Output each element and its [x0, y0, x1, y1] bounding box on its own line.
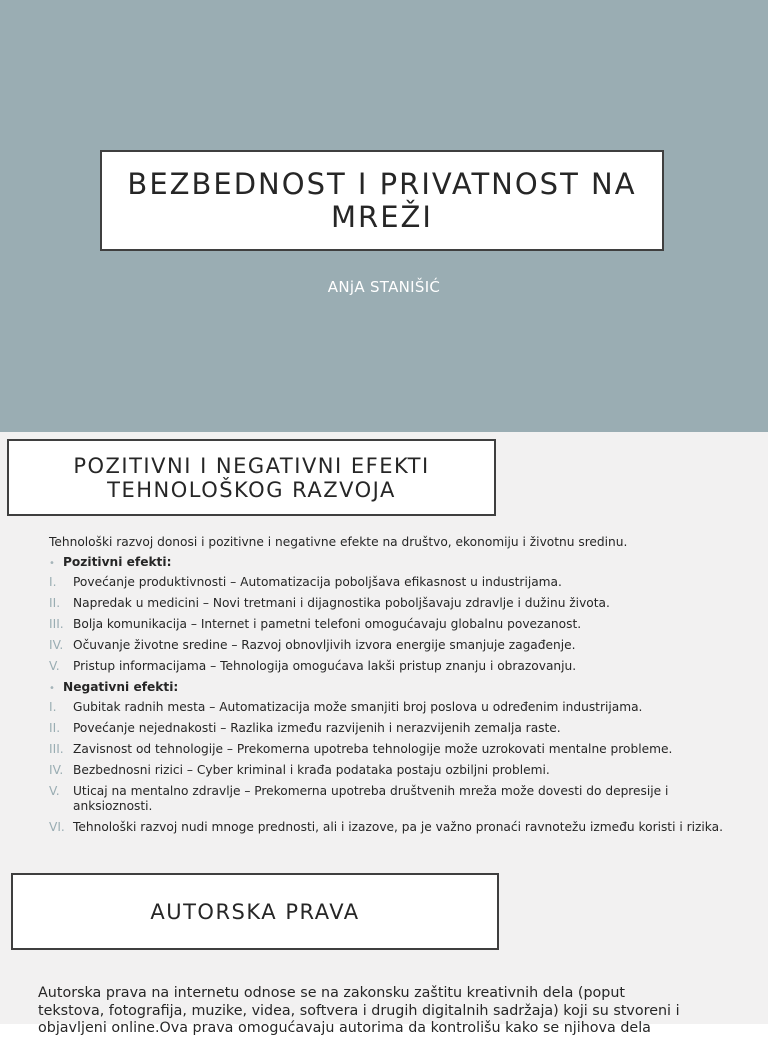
bullet-icon: •: [49, 558, 55, 569]
positive-label: Pozitivni efekti:: [63, 555, 172, 569]
effects-title-line-1: POZITIVNI I NEGATIVNI EFEKTI: [73, 453, 430, 478]
list-numeral: IV.: [49, 638, 64, 652]
title-box: [100, 150, 664, 251]
bullet-icon: •: [49, 683, 55, 694]
list-numeral: III.: [49, 617, 64, 631]
list-numeral: VI.: [49, 820, 65, 834]
effects-title-box: [7, 439, 496, 516]
list-numeral: I.: [49, 700, 57, 714]
list-numeral: IV.: [49, 763, 64, 777]
list-numeral: I.: [49, 575, 57, 589]
list-item: [49, 763, 749, 778]
presentation-title: [127, 168, 636, 234]
positive-heading: [49, 555, 749, 569]
list-text: Povećanje nejednakosti – Razlika između razvijenih i nerazvijenih zemalja raste.: [73, 721, 561, 735]
list-text: Povećanje produktivnosti – Automatizacija poboljšava efikasnost u industrijama.: [73, 575, 562, 589]
negative-list: [49, 700, 749, 835]
list-text: Tehnološki razvoj nudi mnoge prednosti, ali i izazove, pa je važno pronaći ravnotežu između koristi i rizika.: [73, 820, 723, 834]
list-item: [49, 721, 749, 736]
list-numeral: III.: [49, 742, 64, 756]
list-item: [49, 575, 749, 590]
list-item: [49, 820, 749, 835]
author-subtitle: ANjA STANIŠIĆ: [327, 278, 441, 296]
list-item: [49, 742, 749, 757]
list-text: Bolja komunikacija – Internet i pametni telefoni omogućavaju globalnu povezanost.: [73, 617, 582, 631]
list-numeral: V.: [49, 659, 60, 673]
list-item: [49, 596, 749, 611]
title-line-1: BEZBEDNOST I PRIVATNOST NA: [127, 166, 637, 201]
negative-label: Negativni efekti:: [63, 680, 179, 694]
list-item: [49, 784, 749, 814]
list-item: [49, 617, 749, 632]
list-numeral: II.: [49, 721, 61, 735]
effects-title-line-2: TEHNOLOŠKOG RAZVOJA: [107, 477, 396, 502]
effects-intro: Tehnološki razvoj donosi i pozitivne i negativne efekte na društvo, ekonomiju i životnu sredinu.: [49, 535, 628, 549]
copyright-title-box: [11, 873, 499, 950]
list-text: Gubitak radnih mesta – Automatizacija može smanjiti broj poslova u određenim industrijama.: [73, 700, 643, 714]
positive-list: [49, 575, 749, 674]
list-text: Zavisnost od tehnologije – Prekomerna upotreba tehnologije može uzrokovati mentalne probleme.: [73, 742, 673, 756]
list-item: [49, 700, 749, 715]
list-text: Pristup informacijama – Tehnologija omogućava lakši pristup znanju i obrazovanju.: [73, 659, 577, 673]
negative-heading: [49, 680, 749, 694]
list-numeral: II.: [49, 596, 61, 610]
title-slide: [0, 0, 768, 432]
list-text: Bezbednosni rizici – Cyber kriminal i krađa podataka postaju ozbiljni problemi.: [73, 763, 550, 777]
effects-slide: [0, 432, 768, 864]
list-item: [49, 638, 749, 653]
list-item: [49, 659, 749, 674]
list-text: Uticaj na mentalno zdravlje – Prekomerna upotreba društvenih mreža može dovesti do depresije i anksioznosti.: [73, 784, 669, 813]
copyright-body: Autorska prava na internetu odnose se na zakonsku zaštitu kreativnih dela (poput tekstova, fotografija, muzike, videa, softvera i drugih digitalnih sadržaja) koji su stvoreni i objavljeni online.Ova prava omogućavaju autorima da kontrolišu kako se njihova dela: [38, 985, 680, 1037]
copyright-title: AUTORSKA PRAVA: [150, 899, 360, 924]
effects-body: [49, 535, 749, 841]
list-text: Očuvanje životne sredine – Razvoj obnovljivih izvora energije smanjuje zagađenje.: [73, 638, 576, 652]
title-line-2: MREŽI: [331, 199, 433, 234]
effects-title: [73, 454, 429, 502]
copyright-slide: [0, 864, 768, 1037]
list-text: Napredak u medicini – Novi tretmani i dijagnostika poboljšavaju zdravlje i dužinu života.: [73, 596, 610, 610]
list-numeral: V.: [49, 784, 60, 798]
